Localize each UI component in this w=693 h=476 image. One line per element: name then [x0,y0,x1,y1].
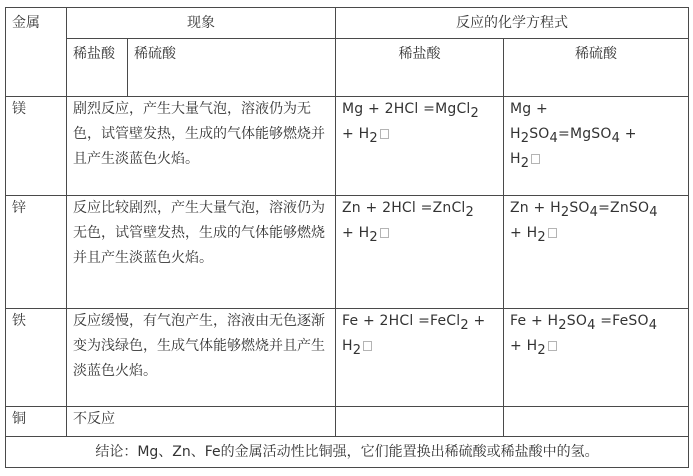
metal-acid-reaction-table [5,7,689,468]
up-arrow-placeholder-icon [531,154,540,164]
h2so4-equation-cell: $Fe + H_2SO_4$ =FeSO$_4$ + $H_2$ [504,309,689,407]
header-phenomenon: 现象 [67,8,336,39]
h2so4-equation-cell: $Zn + H_2SO_4=ZnSO_4$ + $H_2$ [504,196,689,309]
header-metal: 金属 [6,8,67,97]
phenomenon-cell: 剧烈反应，产生大量气泡，溶液仍为无色，试管壁发热，生成的气体能够燃烧并且产生淡蓝色火焰。 [67,97,336,196]
header-row-1 [6,8,689,39]
header-equation-h2so4: 稀硫酸 [504,39,689,97]
h2so4-equation-cell [504,407,689,437]
header-equation-hcl: 稀盐酸 [336,39,504,97]
conclusion-row [6,437,689,468]
phenomenon-cell: 反应缓慢，有气泡产生，溶液由无色逐渐变为浅绿色，生成气体能够燃烧并且产生淡蓝色火焰。 [67,309,336,407]
header-equation: 反应的化学方程式 [336,8,689,39]
conclusion-text: 结论：Mg、Zn、Fe的金属活动性比铜强，它们能置换出稀硫酸或稀盐酸中的氢。 [6,437,689,468]
table-row-zn [6,196,689,309]
table-row-mg [6,97,689,196]
metal-cell: 锌 [6,196,67,309]
header-phenomenon-hcl: 稀盐酸 [67,39,128,97]
h2so4-equation-cell: Mg + $H_2SO_4=MgSO_4$ + $H_2$ [504,97,689,196]
phenomenon-cell: 反应比较剧烈，产生大量气泡，溶液仍为无色，试管壁发热，生成的气体能够燃烧并且产生淡蓝色火焰。 [67,196,336,309]
up-arrow-placeholder-icon [380,228,389,238]
up-arrow-placeholder-icon [548,341,557,351]
up-arrow-placeholder-icon [548,228,557,238]
metal-cell: 镁 [6,97,67,196]
metal-cell: 铜 [6,407,67,437]
hcl-equation-cell [336,407,504,437]
up-arrow-placeholder-icon [363,341,372,351]
phenomenon-cell: 不反应 [67,407,336,437]
metal-cell: 铁 [6,309,67,407]
table-row-fe [6,309,689,407]
hcl-equation-cell: Zn + 2HCl =ZnCl$_2$ + $H_2$ [336,196,504,309]
header-phenomenon-h2so4: 稀硫酸 [128,39,336,97]
header-row-2 [6,39,689,97]
hcl-equation-cell: Fe + 2HCl =FeCl$_2$ + $H_2$ [336,309,504,407]
up-arrow-placeholder-icon [380,129,389,139]
hcl-equation-cell: Mg + 2HCl =MgCl$_2$ + $H_2$ [336,97,504,196]
table-row-cu [6,407,689,437]
